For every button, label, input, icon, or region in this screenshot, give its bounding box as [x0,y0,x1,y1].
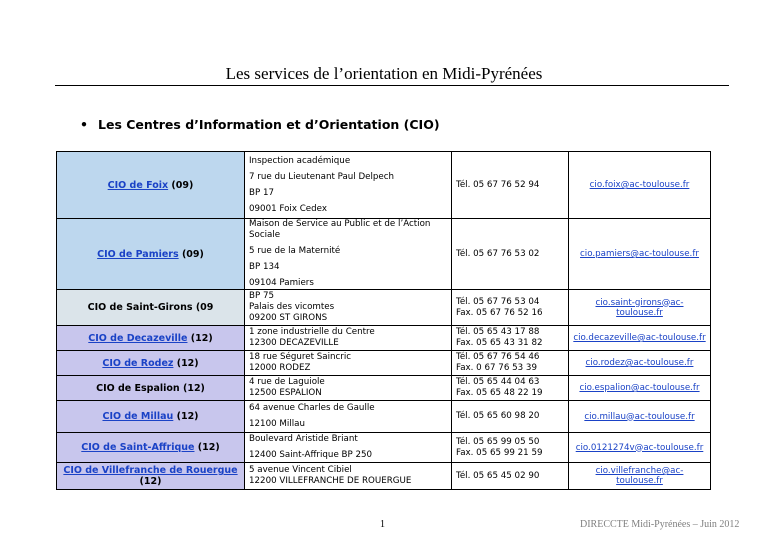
cio-address-cell [245,219,452,290]
phone-line: Tél. 05 67 76 54 46 [456,352,540,362]
cio-phone-cell [452,326,569,351]
cio-name-suffix: (09) [168,179,194,191]
address-line: 12300 DECAZEVILLE [249,338,339,348]
phone-line: Tél. 05 67 76 53 04 [456,296,540,307]
cio-address-cell [245,463,452,490]
address-line: Palais des vicomtes [249,302,335,312]
cio-email-link[interactable]: cio.pamiers@ac-toulouse.fr [580,249,699,259]
cio-phone-cell [452,290,569,326]
cio-email-link[interactable]: cio.millau@ac-toulouse.fr [584,411,695,422]
cio-email-cell [569,290,711,326]
fax-line: Fax. 05 65 43 31 82 [456,338,543,348]
address-line: 09200 ST GIRONS [249,313,328,323]
phone-line: Tél. 05 65 60 98 20 [456,411,540,421]
table-row [57,463,711,490]
address-line: 18 rue Séguret Saincric [249,352,352,362]
cio-email-cell [569,433,711,463]
address-line: 7 rue du Lieutenant Paul Delpech [249,171,395,182]
cio-email-cell [569,351,711,376]
cio-email-cell [569,152,711,219]
title-rule [55,85,729,86]
address-line: 4 rue de Laguiole [249,377,325,387]
cio-phone-cell [452,463,569,490]
fax-line: Fax. 0 67 76 53 39 [456,363,537,373]
cio-email-link[interactable]: cio.decazeville@ac-toulouse.fr [573,333,706,343]
cio-name-cell [57,152,245,219]
cio-email-link[interactable]: cio.0121274v@ac-toulouse.fr [575,442,704,453]
cio-name-cell [57,376,245,401]
cio-name-suffix: (12) [173,357,199,369]
bullet-icon: • [80,117,88,132]
cio-name-suffix: (12) [194,442,220,453]
table-row [57,433,711,463]
cio-name-cell [57,290,245,326]
address-line: 12400 Saint-Affrique BP 250 [249,450,373,460]
page-number: 1 [380,519,385,530]
cio-phone-cell [452,376,569,401]
table-row [57,351,711,376]
cio-address-cell [245,290,452,326]
cio-phone-cell [452,433,569,463]
cio-name-suffix: CIO de Saint-Girons (09 [87,302,214,313]
table-row [57,152,711,219]
cio-name-link[interactable]: CIO de Saint-Affrique [81,442,195,453]
phone-line: Tél. 05 67 76 53 02 [456,248,540,259]
cio-name-link[interactable]: CIO de Rodez [102,357,174,369]
cio-phone-cell [452,219,569,290]
address-line: 1 zone industrielle du Centre [249,327,375,337]
address-line: Inspection académique [249,155,351,166]
address-line: 64 avenue Charles de Gaulle [249,403,375,413]
phone-line: Tél. 05 65 43 17 88 [456,327,540,337]
section-heading [80,117,440,132]
table-row [57,401,711,433]
address-line: 5 rue de la Maternité [249,246,341,256]
cio-name-suffix: (12) [173,411,199,422]
cio-name-link[interactable]: CIO de Pamiers [97,248,179,260]
cio-email-cell [569,401,711,433]
cio-name-suffix: (09) [178,248,204,260]
cio-name-link[interactable]: CIO de Decazeville [88,332,188,344]
cio-address-cell [245,376,452,401]
cio-address-cell [245,351,452,376]
table-row [57,376,711,401]
phone-line: Tél. 05 67 76 52 94 [456,179,540,190]
cio-name-link[interactable]: CIO de Villefranche de Rouergue [63,465,238,476]
page-title: Les services de l’orientation en Midi-Pyrénées [225,64,543,83]
cio-email-cell [569,376,711,401]
address-line: Boulevard Aristide Briant [249,434,358,444]
cio-name-suffix: (12) [187,332,213,344]
cio-email-cell [569,326,711,351]
address-line: 12200 VILLEFRANCHE DE ROUERGUE [249,476,412,486]
cio-name-cell [57,433,245,463]
phone-line: Tél. 05 65 45 02 90 [456,470,540,481]
section-heading-text: Les Centres d’Information et d’Orientation (CIO) [98,117,440,132]
address-line: 12500 ESPALION [249,388,322,398]
cio-phone-cell [452,351,569,376]
cio-address-cell [245,433,452,463]
cio-name-cell [57,351,245,376]
phone-line: Tél. 05 65 99 05 50 [456,436,540,447]
cio-email-link[interactable]: cio.villefranche@ac-toulouse.fr [595,466,684,486]
cio-address-cell [245,152,452,219]
address-line: 09104 Pamiers [249,278,314,288]
cio-email-cell [569,463,711,490]
address-line: BP 17 [249,187,275,198]
cio-email-link[interactable]: cio.saint-girons@ac-toulouse.fr [595,297,684,318]
cio-name-cell [57,219,245,290]
cio-name-link[interactable]: CIO de Foix [107,179,169,191]
table-row [57,326,711,351]
table-row [57,290,711,326]
address-line: BP 134 [249,262,280,272]
address-line: Maison de Service au Public et de l’Action Sociale [249,219,431,240]
fax-line: Fax. 05 65 99 21 59 [456,447,543,458]
fax-line: Fax. 05 65 48 22 19 [456,388,543,398]
cio-address-cell [245,326,452,351]
footer-text: DIRECCTE Midi-Pyrénées – Juin 2012 [580,519,740,530]
cio-email-link[interactable]: cio.rodez@ac-toulouse.fr [585,358,694,368]
cio-name-cell [57,463,245,490]
cio-name-cell [57,326,245,351]
cio-name-link[interactable]: CIO de Millau [102,411,174,422]
cio-email-cell [569,219,711,290]
address-line: 09001 Foix Cedex [249,203,327,214]
address-line: 12100 Millau [249,419,305,429]
cio-email-link[interactable]: cio.espalion@ac-toulouse.fr [579,383,700,393]
cio-phone-cell [452,401,569,433]
cio-email-link[interactable]: cio.foix@ac-toulouse.fr [589,180,690,190]
fax-line: Fax. 05 67 76 52 16 [456,307,543,318]
cio-name-cell [57,401,245,433]
table-row [57,219,711,290]
address-line: 12000 RODEZ [249,363,311,373]
cio-name-suffix: (12) [139,476,162,487]
address-line: BP 75 [249,291,275,301]
cio-name-suffix: CIO de Espalion (12) [96,382,205,394]
cio-table [56,151,711,490]
phone-line: Tél. 05 65 44 04 63 [456,377,540,387]
cio-phone-cell [452,152,569,219]
cio-address-cell [245,401,452,433]
address-line: 5 avenue Vincent Cibiel [249,465,352,475]
